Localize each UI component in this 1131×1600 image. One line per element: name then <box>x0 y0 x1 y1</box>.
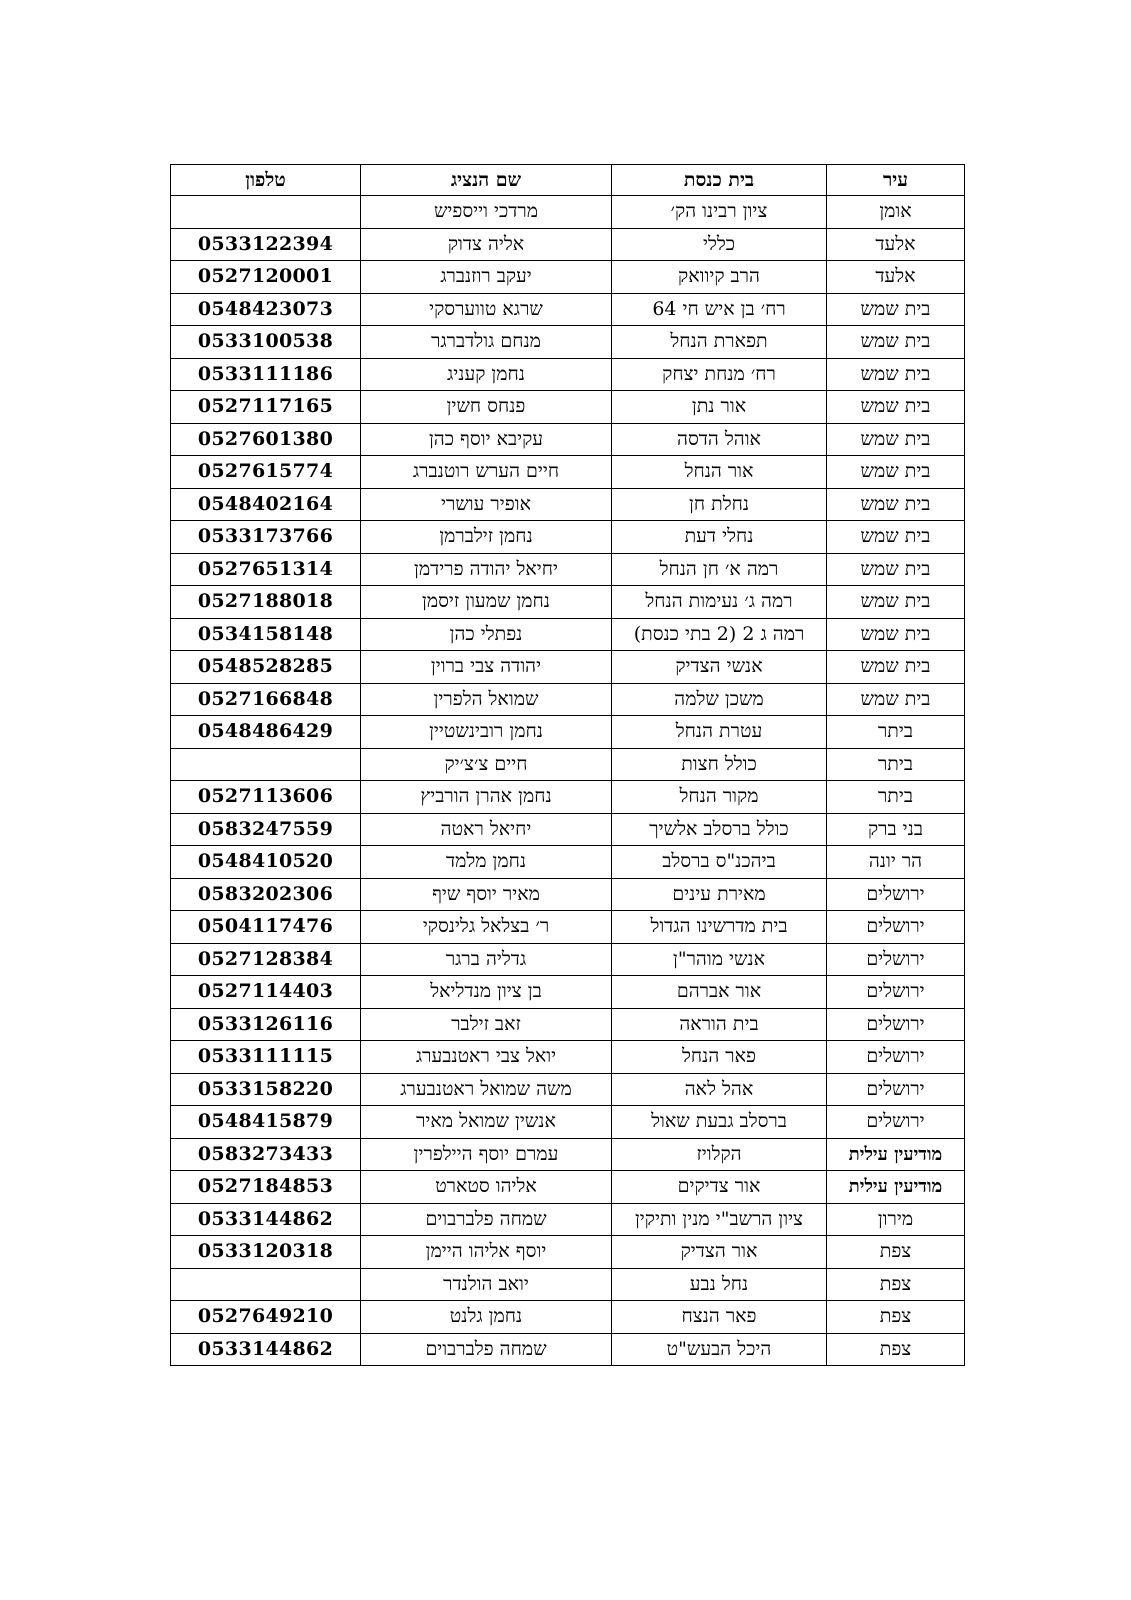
phone-cell: 0548423073 <box>171 293 361 326</box>
synagogue-cell: ציון הרשב"י מנין ותיקין <box>612 1203 827 1236</box>
synagogue-cell: ציון רבינו הק׳ <box>612 196 827 229</box>
phone-cell: 0533173766 <box>171 521 361 554</box>
city-cell: ירושלים <box>827 878 965 911</box>
representative-cell: עקיבא יוסף כהן <box>361 423 612 456</box>
table-row <box>171 943 965 976</box>
representative-cell: שמחה פלברבוים <box>361 1203 612 1236</box>
city-cell: ירושלים <box>827 1008 965 1041</box>
phone-cell: 0583202306 <box>171 878 361 911</box>
city-cell: ירושלים <box>827 1073 965 1106</box>
synagogue-cell: כולל ברסלב אלשיך <box>612 813 827 846</box>
city-cell: בית שמש <box>827 651 965 684</box>
synagogue-cell: משכן שלמה <box>612 683 827 716</box>
representative-cell: פנחס חשין <box>361 391 612 424</box>
synagogue-cell: רמה ג׳ נעימות הנחל <box>612 586 827 619</box>
table-row <box>171 228 965 261</box>
phone-cell: 0527649210 <box>171 1301 361 1334</box>
phone-cell: 0533158220 <box>171 1073 361 1106</box>
table-row <box>171 261 965 294</box>
city-cell: בית שמש <box>827 553 965 586</box>
city-cell: צפת <box>827 1333 965 1366</box>
synagogue-cell: רח׳ בן איש חי 64 <box>612 293 827 326</box>
table-row <box>171 326 965 359</box>
table-row <box>171 1333 965 1366</box>
phone-cell: 0527651314 <box>171 553 361 586</box>
table-row <box>171 1008 965 1041</box>
phone-cell: 0533100538 <box>171 326 361 359</box>
header-representative: שם הנציג <box>361 165 612 196</box>
city-cell: צפת <box>827 1301 965 1334</box>
table-row <box>171 553 965 586</box>
representative-cell: ר׳ בצלאל גלינסקי <box>361 911 612 944</box>
city-cell: בית שמש <box>827 391 965 424</box>
synagogue-cell: בית הוראה <box>612 1008 827 1041</box>
representative-cell: אנשין שמואל מאיר <box>361 1106 612 1139</box>
phone-cell: 0527601380 <box>171 423 361 456</box>
city-cell: בית שמש <box>827 488 965 521</box>
city-cell: ירושלים <box>827 976 965 1009</box>
phone-cell: 0533126116 <box>171 1008 361 1041</box>
city-cell: בני ברק <box>827 813 965 846</box>
synagogue-cell: אור הצדיק <box>612 1236 827 1269</box>
table-row <box>171 781 965 814</box>
header-synagogue: בית כנסת <box>612 165 827 196</box>
table-row <box>171 1106 965 1139</box>
synagogue-cell: אנשי הצדיק <box>612 651 827 684</box>
representative-cell: זאב זילבר <box>361 1008 612 1041</box>
phone-cell: 0583247559 <box>171 813 361 846</box>
synagogue-cell: נחל נבע <box>612 1268 827 1301</box>
synagogue-cell: מקור הנחל <box>612 781 827 814</box>
phone-cell: 0548402164 <box>171 488 361 521</box>
representative-cell: נחמן גלנט <box>361 1301 612 1334</box>
representative-cell: נחמן מלמד <box>361 846 612 879</box>
phone-cell: 0548410520 <box>171 846 361 879</box>
table-row <box>171 651 965 684</box>
representative-cell: אליהו סטארט <box>361 1171 612 1204</box>
city-cell: בית שמש <box>827 326 965 359</box>
phone-cell: 0527113606 <box>171 781 361 814</box>
representative-cell: עמרם יוסף היילפרין <box>361 1138 612 1171</box>
city-cell: צפת <box>827 1236 965 1269</box>
synagogue-cell: רח׳ מנחת יצחק <box>612 358 827 391</box>
city-cell: בית שמש <box>827 293 965 326</box>
synagogue-cell: עטרת הנחל <box>612 716 827 749</box>
synagogue-cell: ברסלב גבעת שאול <box>612 1106 827 1139</box>
city-cell: בית שמש <box>827 456 965 489</box>
phone-cell: 0534158148 <box>171 618 361 651</box>
phone-cell: 0533111115 <box>171 1041 361 1074</box>
phone-cell: 0533120318 <box>171 1236 361 1269</box>
table-row <box>171 1041 965 1074</box>
phone-cell: 0527128384 <box>171 943 361 976</box>
table-row <box>171 618 965 651</box>
phone-cell <box>171 748 361 781</box>
synagogue-cell: כללי <box>612 228 827 261</box>
phone-cell <box>171 1268 361 1301</box>
synagogue-cell: אהל לאה <box>612 1073 827 1106</box>
synagogue-cell: נחלת חן <box>612 488 827 521</box>
table-row <box>171 456 965 489</box>
synagogue-cell: רמה א׳ חן הנחל <box>612 553 827 586</box>
city-cell: צפת <box>827 1268 965 1301</box>
synagogue-cell: אוהל הדסה <box>612 423 827 456</box>
city-cell: בית שמש <box>827 618 965 651</box>
phone-cell: 0504117476 <box>171 911 361 944</box>
header-city: עיר <box>827 165 965 196</box>
representative-cell: חיים הערש רוטנברג <box>361 456 612 489</box>
representative-cell: נחמן אהרן הורביץ <box>361 781 612 814</box>
synagogue-representatives-table <box>170 164 965 1366</box>
table-row <box>171 423 965 456</box>
synagogue-cell: אור צדיקים <box>612 1171 827 1204</box>
synagogue-cell: בית מדרשינו הגדול <box>612 911 827 944</box>
representative-cell: יחיאל יהודה פרידמן <box>361 553 612 586</box>
phone-cell: 0527184853 <box>171 1171 361 1204</box>
representative-cell: נחמן זילברמן <box>361 521 612 554</box>
table-row <box>171 1301 965 1334</box>
synagogue-cell: ביהכנ"ס ברסלב <box>612 846 827 879</box>
phone-cell: 0548528285 <box>171 651 361 684</box>
representative-cell: יואב הולנדר <box>361 1268 612 1301</box>
representative-cell: שמחה פלברבוים <box>361 1333 612 1366</box>
city-cell: בית שמש <box>827 683 965 716</box>
city-cell: בית שמש <box>827 521 965 554</box>
table-row <box>171 1073 965 1106</box>
table-row <box>171 1236 965 1269</box>
representative-cell: נחמן קעניג <box>361 358 612 391</box>
document-page <box>170 164 964 1366</box>
representative-cell: נחמן שמעון זיסמן <box>361 586 612 619</box>
city-cell: בית שמש <box>827 358 965 391</box>
phone-cell: 0548486429 <box>171 716 361 749</box>
synagogue-cell: אור הנחל <box>612 456 827 489</box>
city-cell: ביתר <box>827 781 965 814</box>
synagogue-cell: פאר הנחל <box>612 1041 827 1074</box>
representative-cell: יוסף אליהו היימן <box>361 1236 612 1269</box>
city-cell: מודיעין עילית <box>827 1138 965 1171</box>
city-cell: מודיעין עילית <box>827 1171 965 1204</box>
table-row <box>171 586 965 619</box>
table-body <box>171 196 965 1366</box>
city-cell: אלעד <box>827 261 965 294</box>
table-row <box>171 976 965 1009</box>
phone-cell: 0533144862 <box>171 1333 361 1366</box>
phone-cell: 0533122394 <box>171 228 361 261</box>
representative-cell: נפתלי כהן <box>361 618 612 651</box>
representative-cell: מנחם גולדברגר <box>361 326 612 359</box>
header-phone: טלפון <box>171 165 361 196</box>
table-row <box>171 846 965 879</box>
table-row <box>171 716 965 749</box>
table-row <box>171 1268 965 1301</box>
representative-cell: מאיר יוסף שיף <box>361 878 612 911</box>
synagogue-cell: אור נתן <box>612 391 827 424</box>
city-cell: ירושלים <box>827 1041 965 1074</box>
synagogue-cell: הרב קיוואק <box>612 261 827 294</box>
representative-cell: מרדכי וייספיש <box>361 196 612 229</box>
phone-cell: 0527188018 <box>171 586 361 619</box>
table-header-row <box>171 165 965 196</box>
representative-cell: יהודה צבי ברוין <box>361 651 612 684</box>
synagogue-cell: תפארת הנחל <box>612 326 827 359</box>
phone-cell: 0548415879 <box>171 1106 361 1139</box>
city-cell: ירושלים <box>827 943 965 976</box>
city-cell: ירושלים <box>827 1106 965 1139</box>
representative-cell: יואל צבי ראטנבערג <box>361 1041 612 1074</box>
representative-cell: אליה צדוק <box>361 228 612 261</box>
representative-cell: שרגא טווערסקי <box>361 293 612 326</box>
table-row <box>171 358 965 391</box>
table-row <box>171 488 965 521</box>
representative-cell: בן ציון מנדליאל <box>361 976 612 1009</box>
table-row <box>171 1171 965 1204</box>
phone-cell <box>171 196 361 229</box>
phone-cell: 0527166848 <box>171 683 361 716</box>
city-cell: בית שמש <box>827 586 965 619</box>
table-row <box>171 1203 965 1236</box>
phone-cell: 0527120001 <box>171 261 361 294</box>
synagogue-cell: היכל הבעש"ט <box>612 1333 827 1366</box>
table-row <box>171 391 965 424</box>
representative-cell: חיים צ׳צ׳יק <box>361 748 612 781</box>
table-row <box>171 748 965 781</box>
synagogue-cell: אנשי מוהר"ן <box>612 943 827 976</box>
table-row <box>171 878 965 911</box>
representative-cell: יעקב רוזנברג <box>361 261 612 294</box>
city-cell: ביתר <box>827 748 965 781</box>
city-cell: הר יונה <box>827 846 965 879</box>
table-row <box>171 683 965 716</box>
phone-cell: 0583273433 <box>171 1138 361 1171</box>
table-row <box>171 1138 965 1171</box>
table-row <box>171 813 965 846</box>
representative-cell: נחמן רובינשטיין <box>361 716 612 749</box>
table-row <box>171 521 965 554</box>
phone-cell: 0533144862 <box>171 1203 361 1236</box>
city-cell: בית שמש <box>827 423 965 456</box>
city-cell: מירון <box>827 1203 965 1236</box>
synagogue-cell: מאירת עינים <box>612 878 827 911</box>
phone-cell: 0527114403 <box>171 976 361 1009</box>
city-cell: ירושלים <box>827 911 965 944</box>
synagogue-cell: הקלויז <box>612 1138 827 1171</box>
synagogue-cell: רמה ג 2 (2 בתי כנסת) <box>612 618 827 651</box>
synagogue-cell: אור אברהם <box>612 976 827 1009</box>
representative-cell: שמואל הלפרין <box>361 683 612 716</box>
synagogue-cell: כולל חצות <box>612 748 827 781</box>
city-cell: אלעד <box>827 228 965 261</box>
phone-cell: 0527117165 <box>171 391 361 424</box>
table-row <box>171 911 965 944</box>
representative-cell: אופיר עושרי <box>361 488 612 521</box>
phone-cell: 0533111186 <box>171 358 361 391</box>
city-cell: אומן <box>827 196 965 229</box>
phone-cell: 0527615774 <box>171 456 361 489</box>
synagogue-cell: פאר הנצח <box>612 1301 827 1334</box>
table-row <box>171 293 965 326</box>
table-row <box>171 196 965 229</box>
representative-cell: גדליה ברגר <box>361 943 612 976</box>
synagogue-cell: נחלי דעת <box>612 521 827 554</box>
city-cell: ביתר <box>827 716 965 749</box>
representative-cell: משה שמואל ראטנבערג <box>361 1073 612 1106</box>
representative-cell: יחיאל ראטה <box>361 813 612 846</box>
